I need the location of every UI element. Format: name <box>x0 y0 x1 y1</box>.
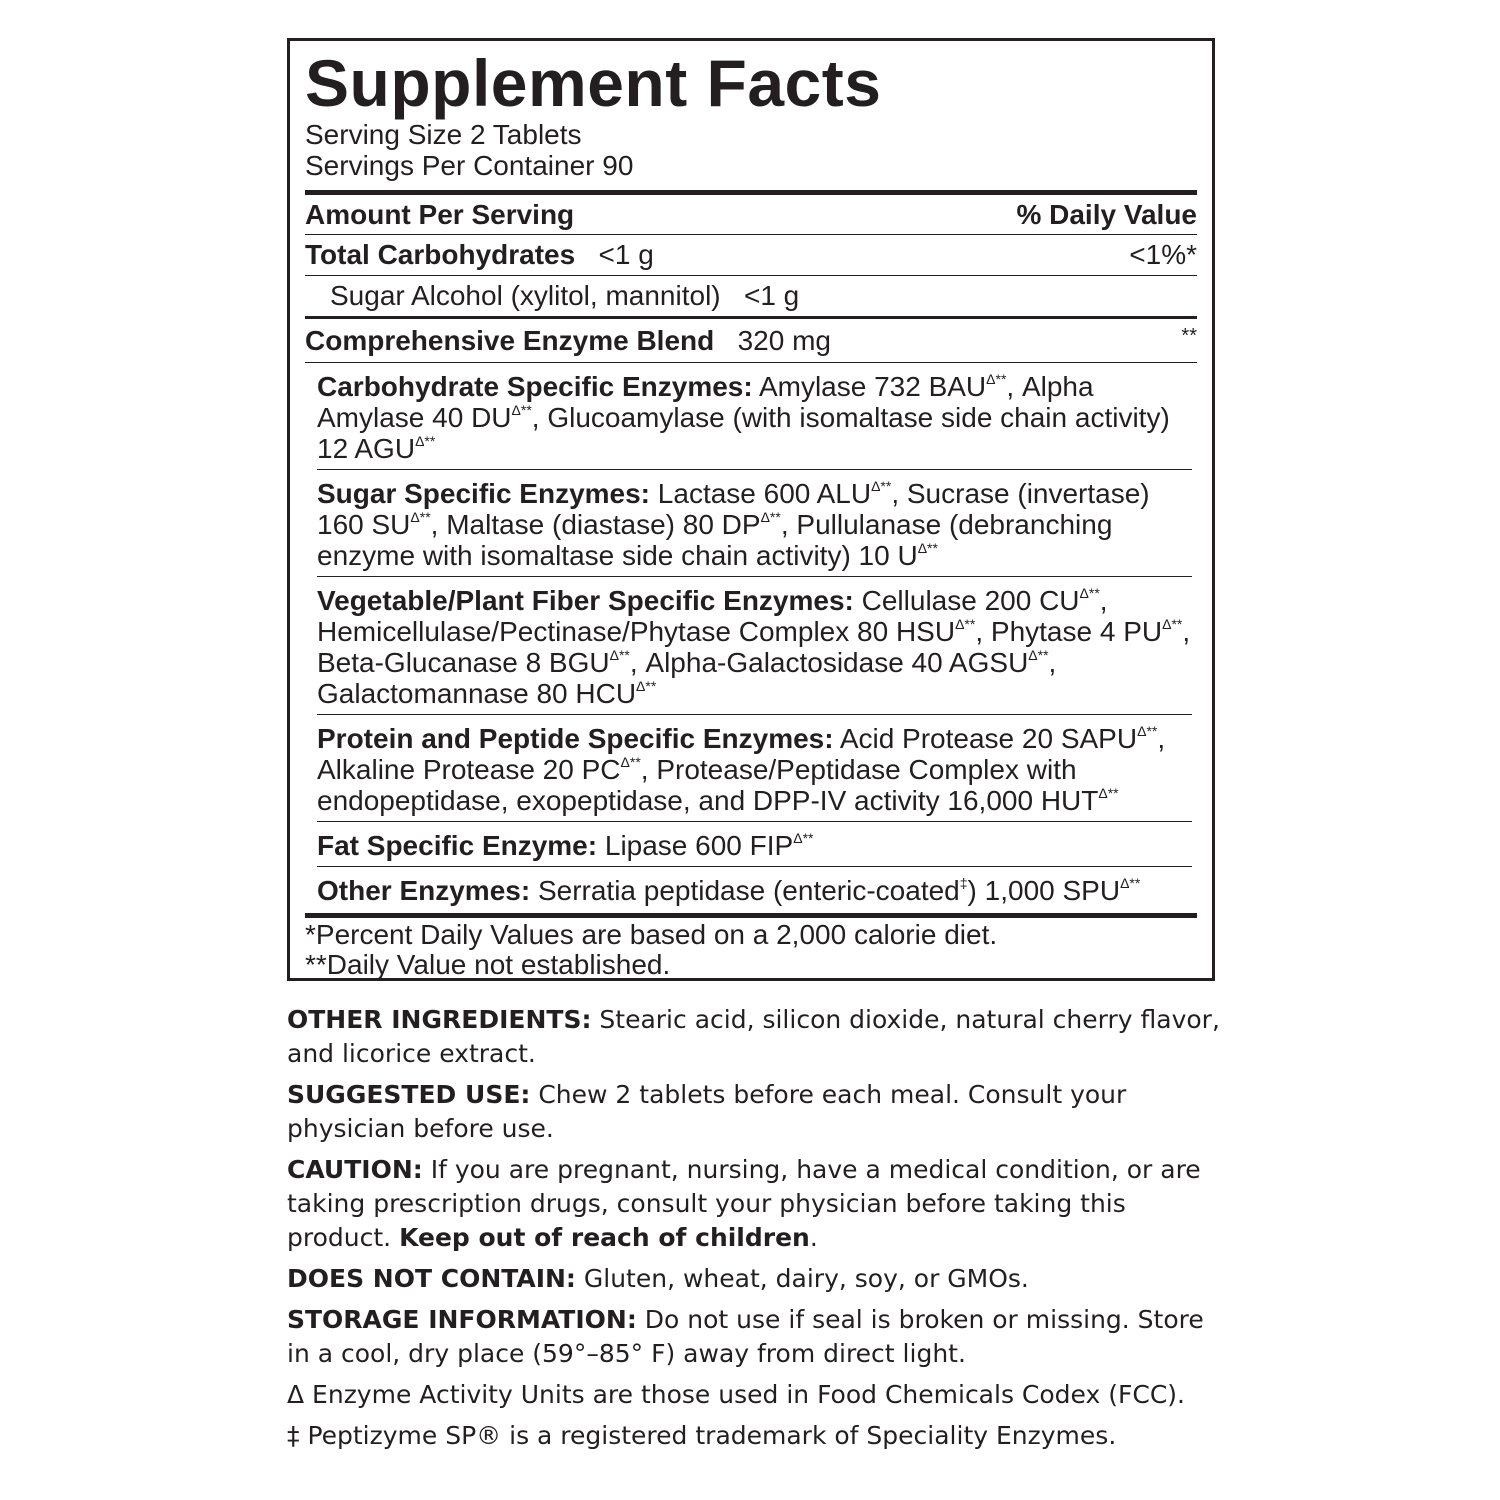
blend-amount: 320 mg <box>737 324 831 356</box>
enzyme-group-fat <box>317 822 1192 866</box>
group-text: Lipase 600 $FIP^{\Delta**}$ <box>597 830 814 861</box>
group-label: Vegetable/Plant Fiber Specific Enzymes: <box>317 585 854 616</box>
daily-value-header: % Daily Value <box>1016 198 1197 230</box>
footnote-not-established: **Daily Value not established. <box>305 949 671 980</box>
enzyme-groups <box>317 363 1192 911</box>
caution <box>287 1153 1227 1255</box>
total-carbs-label: Total Carbohydrates <box>305 239 576 270</box>
storage-text: Do not use if seal is broken or missing. Store in a cool, dry place (59°–85° F) away from direct light. <box>287 1305 1204 1368</box>
footnote-daily-values: *Percent Daily Values are based on a 2,000 calorie diet. <box>305 919 998 950</box>
header-row <box>305 195 1197 234</box>
total-carbs-row <box>305 235 1197 275</box>
serving-size: Serving Size 2 Tablets <box>305 119 582 150</box>
does-not-contain <box>287 1262 1227 1296</box>
enzyme-group-fiber <box>317 577 1192 714</box>
enzyme-group-sugar <box>317 470 1192 576</box>
group-label: Carbohydrate Specific Enzymes: <box>317 371 753 402</box>
other-ingredients-label: OTHER INGREDIENTS: <box>287 1005 592 1034</box>
group-text: Lactase 600 $ALU^{\Delta**}$, Sucrase (invertase) 160 $SU^{\Delta**}$, Maltase (diastase) 80 $DP^{\Delta**}$, Pullulanase (debranching enzyme with isomaltase side chain activity) 10 $U^{\Delta**}$ <box>317 478 1150 571</box>
group-label: Fat Specific Enzyme: <box>317 830 598 861</box>
group-label: Other Enzymes: <box>317 875 531 906</box>
total-carbs-amount: <1 g <box>598 239 654 270</box>
sugar-alcohol-label: Sugar Alcohol (xylitol, mannitol) <box>330 280 721 311</box>
group-label: Sugar Specific Enzymes: <box>317 478 651 509</box>
caution-end: . <box>809 1223 818 1252</box>
group-text: Cellulase 200 $CU^{\Delta**}$, Hemicellulase/Pectinase/Phytase Complex 80 $HSU^{\Delta**}$, Phytase 4 $PU^{\Delta**}$, Beta-Glucanase 8 $BGU^{\Delta**}$, Alpha-Galactosidase 40 $AGSU^{\Delta**}$, Galactomannase 80 $HCU^{\Delta**}$ <box>317 585 1191 709</box>
trademark-note: ‡ Peptizyme SP® is a registered trademark of Speciality Enzymes. <box>287 1421 1117 1450</box>
group-text: Amylase 732 $BAU^{\Delta**}$, Alpha Amylase 40 $DU^{\Delta**}$, Glucoamylase (with isomaltase side chain activity) 12 $AGU^{\Delta**}$ <box>317 371 1170 464</box>
caution-text: If you are pregnant, nursing, have a medical condition, or are taking prescription drugs, consult your physician before taking this product. <box>287 1155 1201 1252</box>
blend-dv: ** <box>1181 325 1197 347</box>
group-text: Acid Protease 20 $SAPU^{\Delta**}$, Alkaline Protease 20 $PC^{\Delta**}$, Protease/Peptidase Complex with endopeptidase, exopeptidase, and DPP-IV activity 16,000 $HUT^{\Delta**}$ <box>317 723 1166 816</box>
caution-label: CAUTION: <box>287 1155 423 1184</box>
other-ingredients-text: Stearic acid, silicon dioxide, natural cherry flavor, and licorice extract. <box>287 1005 1220 1068</box>
servings-per-container: Servings Per Container 90 <box>305 150 634 181</box>
does-not-contain-text: Gluten, wheat, dairy, soy, or GMOs. <box>575 1264 1029 1293</box>
total-carbs-dv: <1%* <box>1129 239 1197 270</box>
suggested-use-text: Chew 2 tablets before each meal. Consult your physician before use. <box>287 1080 1127 1143</box>
sugar-alcohol-row <box>305 276 1197 316</box>
does-not-contain-label: DOES NOT CONTAIN: <box>287 1264 576 1293</box>
other-ingredients <box>287 1003 1227 1071</box>
product-info <box>287 1003 1227 1460</box>
enzyme-units-note: Δ Enzyme Activity Units are those used in Food Chemicals Codex (FCC). <box>287 1380 1185 1409</box>
facts-title: Supplement Facts <box>305 46 882 120</box>
storage-information <box>287 1303 1227 1371</box>
caution-warning: Keep out of reach of children <box>399 1223 810 1252</box>
blend-row <box>305 319 1197 362</box>
supplement-facts-panel <box>287 38 1215 981</box>
blend-label: Comprehensive Enzyme Blend <box>305 324 715 356</box>
suggested-use-label: SUGGESTED USE: <box>287 1080 531 1109</box>
amount-per-serving-label: Amount Per Serving <box>305 198 575 230</box>
sugar-alcohol-amount: <1 g <box>743 280 800 311</box>
enzyme-group-protein <box>317 715 1192 821</box>
storage-label: STORAGE INFORMATION: <box>287 1305 637 1334</box>
group-label: Protein and Peptide Specific Enzymes: <box>317 723 834 754</box>
group-text: Serratia peptidase (enteric-coated‡) 1,000 $SPU^{\Delta**}$ <box>530 875 1141 906</box>
enzyme-group-carbohydrate <box>317 363 1192 469</box>
enzyme-group-other <box>317 867 1192 911</box>
suggested-use <box>287 1078 1227 1146</box>
